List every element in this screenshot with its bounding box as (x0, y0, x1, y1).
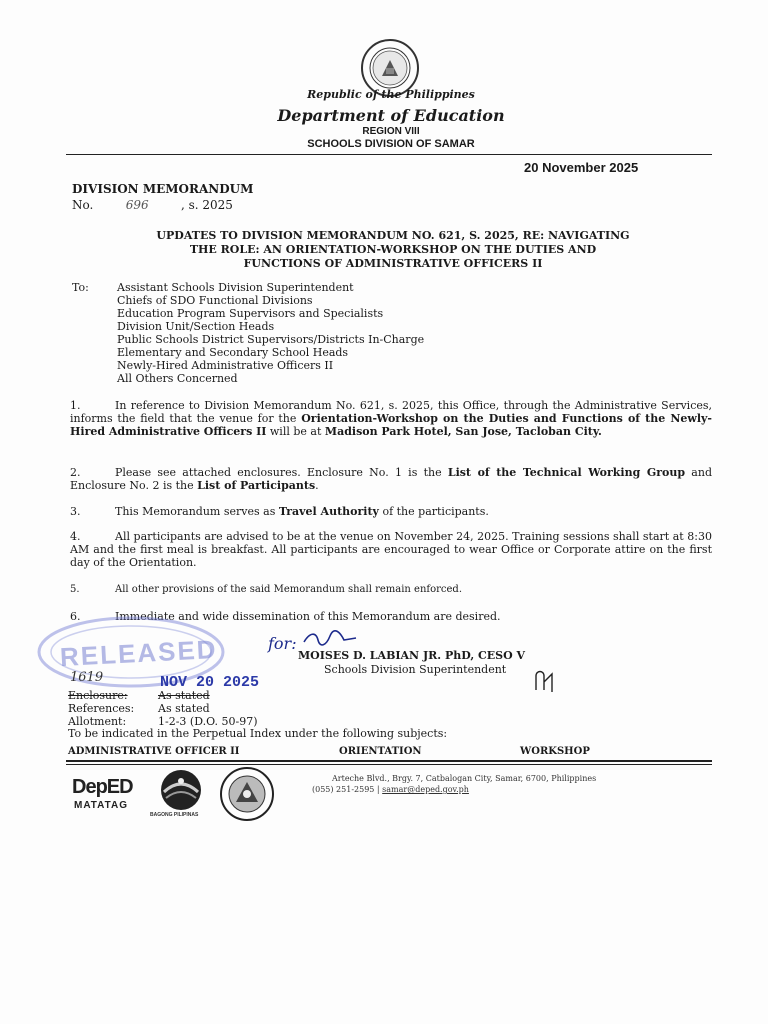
memo-series: , s. 2025 (180, 198, 233, 212)
office-address: Arteche Blvd., Brgy. 7, Catbalogan City, Samar, 6700, Philippines (332, 774, 597, 783)
subject-line: FUNCTIONS OF ADMINISTRATIVE OFFICERS II (243, 257, 543, 270)
paragraph-number: 5. (70, 584, 80, 595)
recipient-item: Division Unit/Section Heads (117, 320, 275, 333)
released-stamp-text: RELEASED (59, 633, 219, 673)
subject-line: THE ROLE: AN ORIENTATION-WORKSHOP ON THE DUTIES AND (189, 243, 597, 256)
paragraph-5 (70, 583, 712, 596)
paragraph-number: 1. (70, 399, 81, 412)
recipient-item: Public Schools District Supervisors/Districts In-Charge (117, 333, 425, 346)
released-stamp-date: NOV 20 2025 (160, 674, 260, 691)
memo-number-value: 696 (125, 198, 149, 212)
keyword: WORKSHOP (520, 746, 590, 757)
recipient-item: Assistant Schools Division Superintendent (117, 281, 354, 294)
subject-line: UPDATES TO DIVISION MEMORANDUM NO. 621, S. 2025, RE: NAVIGATING (156, 229, 630, 242)
office-contact (312, 785, 469, 794)
memo-number-label: No. (72, 198, 94, 212)
paragraph-text: In reference to Division Memorandum No. 621, s. 2025, this Office, through the Administrative Services, informs the field that the venue for the (70, 399, 712, 425)
paragraph-2 (70, 466, 712, 492)
department-title: Department of Education (277, 106, 505, 125)
region-label: REGION VIII (362, 126, 420, 137)
perpetual-index-note: To be indicated in the Perpetual Index under the following subjects: (68, 727, 448, 740)
reference-value: As stated (158, 702, 210, 715)
reference-label: Allotment: (68, 715, 127, 728)
keyword: ORIENTATION (339, 746, 422, 757)
for-mark: for: (268, 634, 297, 653)
paragraph-number: 2. (70, 466, 81, 479)
paragraph-4 (70, 530, 712, 569)
paragraph-emphasis: Madison Park Hotel, San Jose, Tacloban City. (324, 425, 602, 438)
office-email-link[interactable]: samar@deped.gov.ph (382, 785, 469, 794)
paragraph-emphasis: List of the Technical Working Group (447, 466, 686, 479)
paragraph-number: 3. (70, 505, 81, 518)
republic-line: Republic of the Philippines (307, 88, 475, 101)
bagong-pilipinas-label: BAGONG PILIPINAS (150, 812, 199, 818)
header-divider (66, 154, 712, 155)
signatory-name: MOISES D. LABIAN JR. PhD, CESO V (298, 649, 526, 662)
paragraph-text: All other provisions of the said Memorandum shall remain enforced. (115, 584, 463, 595)
memo-number (72, 198, 233, 212)
paragraph-text: of the participants. (378, 505, 489, 518)
paragraph-emphasis: Travel Authority (278, 505, 379, 518)
paragraph-text: Please see attached enclosures. Enclosure No. 1 is the (115, 466, 448, 479)
division-seal-icon (216, 766, 278, 822)
signature-icon (300, 628, 360, 650)
recipients-list (117, 281, 424, 385)
recipients-label: To: (72, 281, 89, 294)
recipient-item: Newly-Hired Administrative Officers II (117, 359, 334, 372)
paragraph-emphasis: List of Participants (197, 479, 316, 492)
released-stamp-handwriting: 1619 (70, 670, 104, 685)
deped-logo-text: DepED (72, 776, 133, 798)
paragraph-number: 6. (70, 610, 81, 623)
paragraph-number: 4. (70, 530, 81, 543)
paragraph-3 (70, 505, 712, 518)
paragraph-text: will be at (266, 425, 325, 438)
keyword: ADMINISTRATIVE OFFICER II (68, 746, 240, 757)
footer-divider (66, 760, 712, 762)
reference-value: 1-2-3 (D.O. 50-97) (158, 715, 258, 728)
paragraph-text: This Memorandum serves as (115, 505, 279, 518)
reference-value: As stated (158, 689, 210, 702)
memo-date: 20 November 2025 (524, 160, 639, 175)
memo-type: DIVISION MEMORANDUM (72, 182, 254, 196)
paragraph-text: and Enclosure No. 2 is the (70, 466, 712, 492)
paragraph-emphasis: Orientation-Workshop on the Duties and Functions of the Newly-Hired Administrative Officers II (70, 412, 712, 438)
office-phone: (055) 251-2595 | (312, 785, 383, 794)
footer-divider-thin (66, 764, 712, 765)
bagong-pilipinas-logo-icon (156, 768, 206, 812)
initials-icon (530, 668, 558, 696)
recipient-item: All Others Concerned (117, 372, 238, 385)
paragraph-text: . (315, 479, 319, 492)
division-office-label: SCHOOLS DIVISION OF SAMAR (307, 138, 475, 150)
memo-subject (86, 229, 700, 271)
recipient-item: Chiefs of SDO Functional Divisions (117, 294, 313, 307)
paragraph-text: All participants are advised to be at the venue on November 24, 2025. Training sessions shall start at 8:30 AM and the first meal is breakfast. All participants are encouraged to wear Office or Corporate attire on the first day of the Orientation. (70, 530, 712, 569)
reference-label: References: (68, 702, 135, 715)
matatag-logo-text: MATATAG (74, 800, 129, 811)
recipient-item: Education Program Supervisors and Specialists (117, 307, 384, 320)
paragraph-text: Immediate and wide dissemination of this Memorandum are desired. (115, 610, 501, 623)
reference-label: Enclosure: (68, 689, 128, 702)
signatory-title: Schools Division Superintendent (324, 663, 507, 676)
recipient-item: Elementary and Secondary School Heads (117, 346, 349, 359)
paragraph-1 (70, 399, 712, 438)
